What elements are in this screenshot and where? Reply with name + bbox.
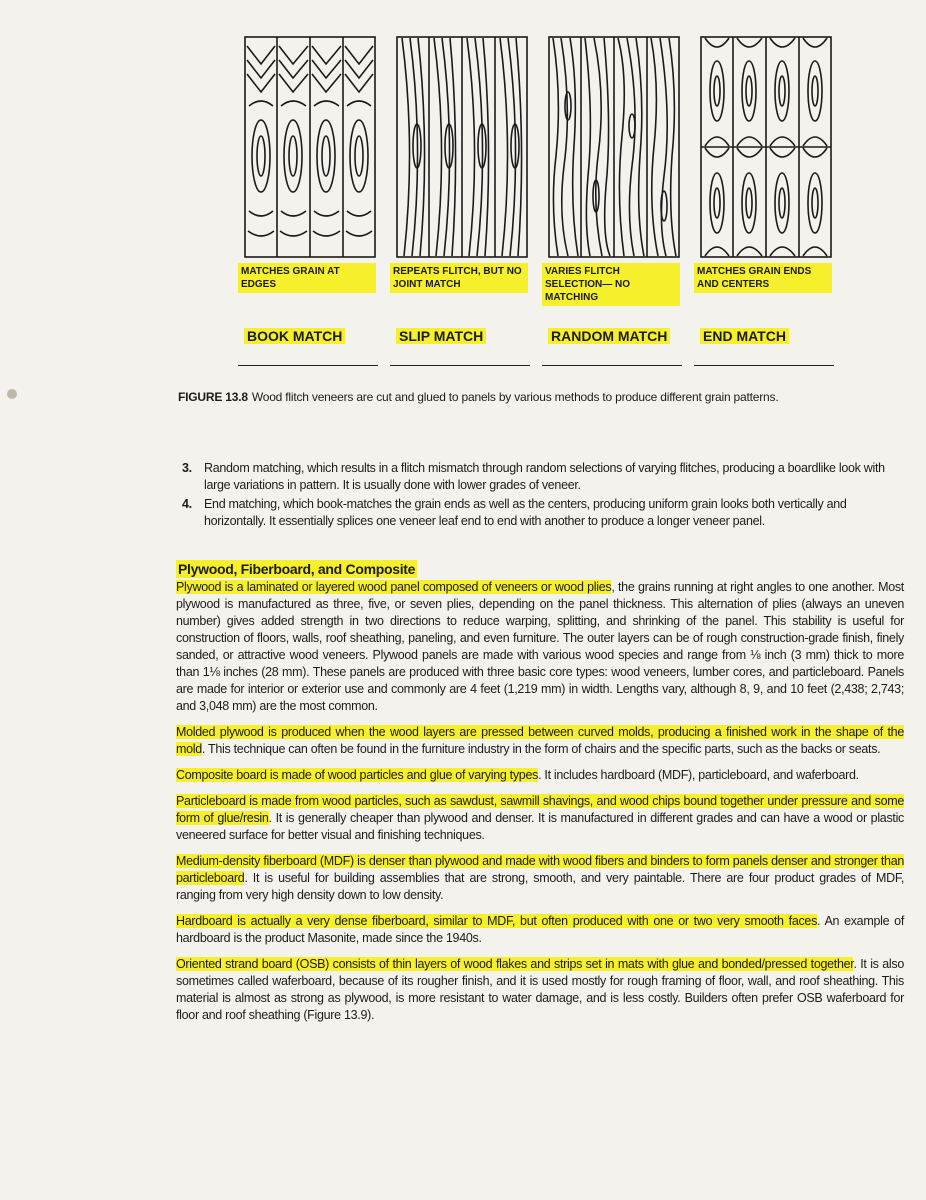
- figure-panel-end-match: [694, 30, 834, 375]
- numbered-list: [182, 460, 902, 532]
- book-match-underline: [238, 365, 378, 366]
- highlighted-text: Particleboard is made from wood particles, such as sawdust, sawmill shavings, and wood chips bound together under pressure and some form of glue/resin: [176, 794, 904, 825]
- figure-caption: [178, 390, 868, 404]
- highlighted-text: Composite board is made of wood particles and glue of varying types: [176, 768, 539, 782]
- highlighted-text: Molded plywood is produced when the wood layers are pressed between curved molds, producing a finished work in the shape of the mold: [176, 725, 904, 756]
- paragraph-text: . It is also sometimes called waferboard, because of its rougher finish, and it is used mostly for rough framing of floor, wall, and roof sheathing. This material is almost as strong as plywood, is more resistant to water damage, and is less costly. Builders often prefer OSB waferboard for floor and roof sheathing (Figure 13.9).: [176, 957, 904, 1022]
- paragraph-text: . This technique can often be found in the furniture industry in the form of chairs and the specific parts, such as the backs or seats.: [201, 742, 881, 756]
- figure-panel-random-match: [542, 30, 682, 375]
- paragraph-text: . An example of hardboard is the product Masonite, made since the 1940s.: [176, 914, 904, 945]
- end-match-label: END MATCH: [700, 328, 789, 344]
- list-item: [182, 460, 902, 494]
- figure-panel-book-match: [238, 30, 378, 375]
- figure-panel-slip-match: [390, 30, 530, 375]
- paragraph-mdf: [176, 853, 904, 904]
- veneer-match-figure: [238, 30, 838, 375]
- slip-match-grain-drawing: [396, 36, 528, 258]
- plywood-section: [176, 560, 904, 1033]
- figure-caption-label: FIGURE 13.8: [178, 390, 248, 404]
- list-item-text: End matching, which book-matches the grain ends as well as the centers, producing uniform grain looks both vertically and horizontally. It essentially splices one veneer leaf end to end with another to produce a longer veneer panel.: [204, 497, 847, 528]
- end-match-grain-drawing: [700, 36, 832, 258]
- slip-match-description: REPEATS FLITCH, BUT NO JOINT MATCH: [390, 263, 528, 293]
- end-match-underline: [694, 365, 834, 366]
- list-item-number: 3.: [182, 461, 192, 475]
- list-item-number: 4.: [182, 497, 192, 511]
- paragraph-plywood: [176, 579, 904, 715]
- book-match-description: MATCHES GRAIN AT EDGES: [238, 263, 376, 293]
- book-match-label: BOOK MATCH: [244, 328, 345, 344]
- list-item-text: Random matching, which results in a flitch mismatch through random selections of varying flitches, producing a boardlike look with large variations in pattern. It is usually done with lower grades of veneer.: [204, 461, 885, 492]
- slip-match-label: SLIP MATCH: [396, 328, 486, 344]
- paragraph-osb: [176, 956, 904, 1024]
- book-match-grain-drawing: [244, 36, 376, 258]
- paragraph-text: , the grains running at right angles to one another. Most plywood is manufactured as three, five, or seven plies, depending on the panel thickness. This alternation of plies (always an uneven number) gives added strength in two directions to reduce warping, splitting, and shrinking of the panel. This stability is useful for construction of floors, walls, roof sheathing, paneling, and even furniture. The outer layers can be of rough construction-grade finish, finely sanded, or attractive wood veneers. Plywood panels are made with various wood species and range from ⅛ inch (3 mm) thick to more than 1⅛ inches (28 mm). These panels are produced with three basic core types: wood veneers, lumber cores, and particleboard. Panels are made for interior or exterior use and commonly are 4 feet (1,219 mm) in width. Lengths vary, although 8, 9, and 10 feet (2,438; 2,743; and 3,048 mm) are the most common.: [176, 580, 904, 713]
- paragraph-hardboard: [176, 913, 904, 947]
- figure-caption-text: Wood flitch veneers are cut and glued to panels by various methods to produce different grain patterns.: [251, 390, 779, 404]
- section-heading: Plywood, Fiberboard, and Composite: [178, 561, 416, 577]
- highlighted-text: Plywood is a laminated or layered wood panel composed of veneers or wood plies: [176, 580, 612, 594]
- random-match-underline: [542, 365, 682, 366]
- random-match-description: VARIES FLITCH SELECTION— NO MATCHING: [542, 263, 680, 306]
- random-match-label: RANDOM MATCH: [548, 328, 670, 344]
- list-item: [182, 496, 902, 530]
- paragraph-molded-plywood: [176, 724, 904, 758]
- paragraph-text: . It includes hardboard (MDF), particleboard, and waferboard.: [538, 768, 859, 782]
- highlighted-text: Oriented strand board (OSB) consists of thin layers of wood flakes and strips set in mats with glue and bonded/pressed together: [176, 957, 854, 971]
- end-match-description: MATCHES GRAIN ENDS AND CENTERS: [694, 263, 832, 293]
- paragraph-text: . It is useful for building assemblies that are strong, smooth, and very paintable. There are four product grades of MDF, ranging from very high density down to low density.: [176, 871, 904, 902]
- random-match-grain-drawing: [548, 36, 680, 258]
- paragraph-composite-board: [176, 767, 904, 784]
- scan-speck: [0, 380, 30, 410]
- paragraph-particleboard: [176, 793, 904, 844]
- paragraph-text: . It is generally cheaper than plywood and denser. It is manufactured in different grades and can have a wood or plastic veneered surface for better visual and finishing techniques.: [176, 811, 905, 842]
- highlighted-text: Hardboard is actually a very dense fiberboard, similar to MDF, but often produced with one or two very smooth faces: [176, 914, 818, 928]
- slip-match-underline: [390, 365, 530, 366]
- highlighted-text: Medium-density fiberboard (MDF) is denser than plywood and made with wood fibers and binders to form panels denser and stronger than particleboard: [176, 854, 904, 885]
